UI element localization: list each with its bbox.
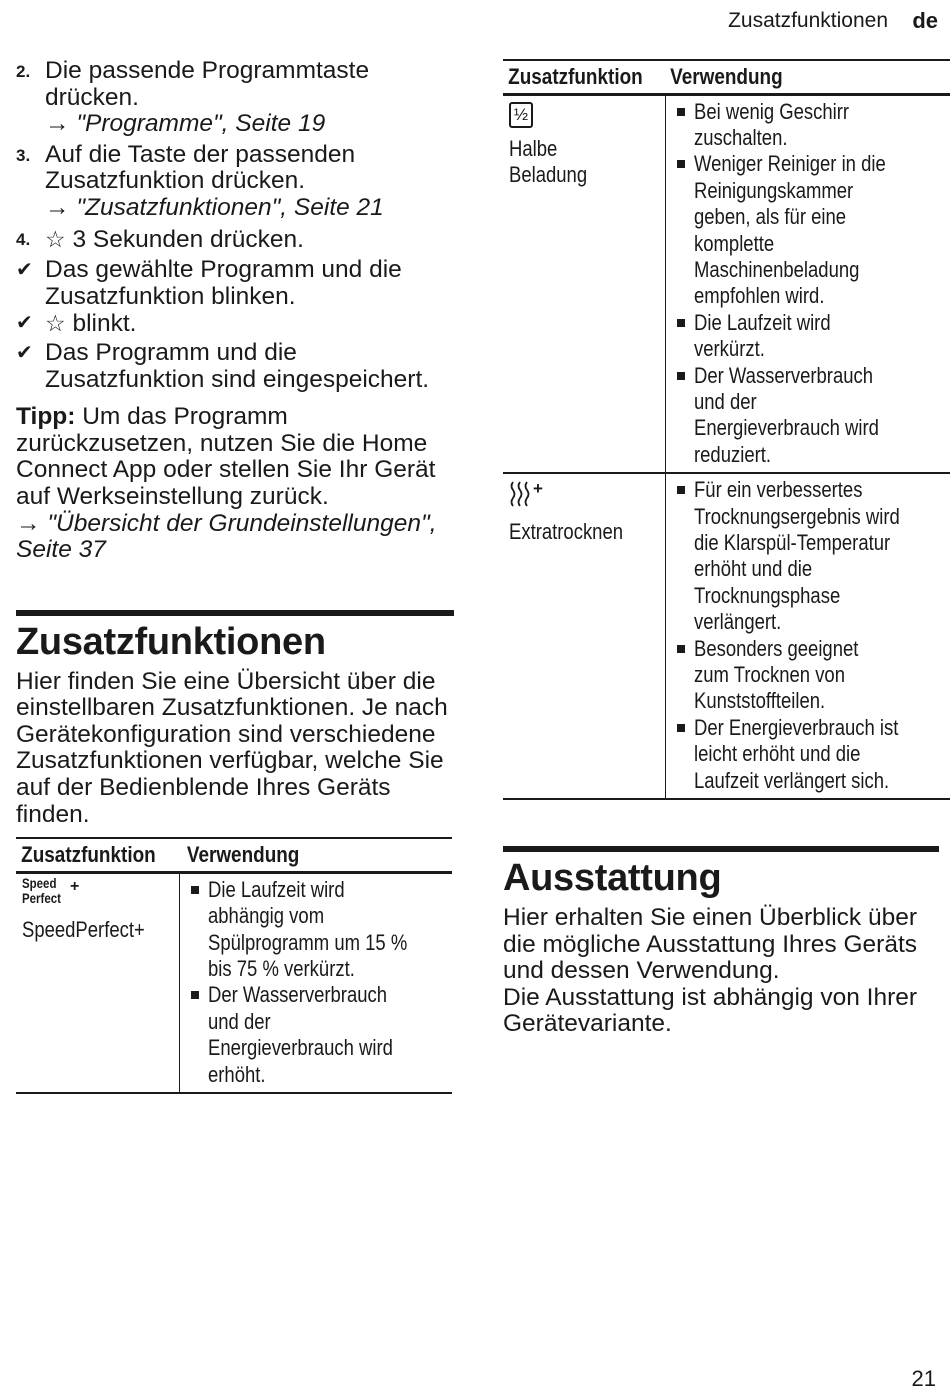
list-item-text: Die Laufzeit wird abhängig vom Spülprogramm um 15 % bis 75 % verkürzt. [208,876,408,981]
function-name: SpeedPerfect+ [22,916,145,942]
speed-perfect-icon-text: Speed [22,874,57,891]
step-number: 4. [16,229,31,249]
list-item-text: Der Wasserverbrauch und der Energieverbrauch wird erhöht. [208,982,393,1087]
function-name: Extratrocknen [509,519,624,545]
list-item [180,982,448,1088]
list-item [666,477,950,635]
list-item [666,99,950,152]
tip-text: Um das Programm zurückzusetzen, nutzen Sie die Home Connect App oder stellen Sie Ihr Gerät auf Werkseinstellung zurück. [16,403,436,510]
cross-reference-link[interactable] [45,111,454,138]
list-item [666,636,950,715]
tip-block [16,404,454,564]
function-cell [503,473,665,799]
result-3 [16,340,454,393]
usage-cell [665,473,950,799]
section-rule [16,610,454,616]
column-header-function: Zusatzfunktion [21,841,156,867]
list-item-text: Der Wasserverbrauch und der Energieverbrauch wird reduziert. [693,362,879,467]
section-title: Ausstattung [503,857,722,900]
result-text: Das gewählte Programm und die Zusatzfunktion blinken. [45,256,402,310]
cross-reference-text: "Programme", Seite 19 [76,110,326,138]
section-intro: Hier finden Sie eine Übersicht über die einstellbaren Zusatzfunktionen. Je nach Gerätekonfiguration sind verschiedene Zusatzfunktionen verfügbar, welche Sie auf der Bedienblende Ihres Geräts finden. [16,667,448,828]
list-item [666,310,950,363]
favourite-star-icon: ☆ [45,310,66,337]
list-item-text: Besonders geeignet zum Trocknen von Kunststoffteilen. [693,635,859,714]
step-text: Die passende Programmtaste drücken. [45,57,370,111]
page-number: 21 [911,1366,936,1391]
running-header-section: Zusatzfunktionen [728,9,888,32]
usage-cell [665,94,950,473]
additional-functions-table [503,59,950,800]
step-number: 2. [16,62,31,81]
table-header-row [503,60,950,94]
checkmark-icon: ✔ [16,341,33,364]
running-header-language: de [912,8,938,33]
column-header-usage: Verwendung [186,841,299,867]
list-item-text: Weniger Reiniger in die Reinigungskammer geben, als für eine komplette Maschinenbeladung empfohlen wird. [693,151,886,309]
column-header-function: Zusatzfunktion [508,63,643,89]
list-item-text: Der Energieverbrauch ist leicht erhöht und die Laufzeit verlängert sich. [693,714,899,793]
result-1 [16,257,454,310]
cross-reference-link[interactable] [16,511,454,564]
list-item [180,877,448,983]
speed-perfect-icon [22,874,92,909]
cross-reference-text: "Übersicht der Grundeinstellungen", Seite 37 [16,509,437,564]
left-column [16,58,454,1094]
result-text: Das Programm und die Zusatzfunktion sind eingespeichert. [45,338,430,393]
step-3 [16,142,454,222]
list-item [666,363,950,469]
arrow-right-icon: → [45,193,70,221]
list-item-text: Bei wenig Geschirr zuschalten. [693,98,850,150]
result-text: blinkt. [72,310,137,338]
step-number: 3. [16,145,31,165]
additional-functions-table [16,837,452,1094]
step-text: Auf die Taste der passenden Zusatzfunktion drücken. [45,140,356,195]
arrow-right-icon: → [45,110,70,138]
half-load-icon [509,102,533,128]
step-text: 3 Sekunden drücken. [72,225,304,253]
extra-dry-icon-plus: + [533,479,543,499]
list-item-text: Die Laufzeit wird verkürzt. [693,309,831,362]
step-4 [16,226,454,254]
extra-dry-icon [509,479,659,513]
favourite-star-icon: ☆ [45,225,66,252]
half-load-icon-text: ½ [513,104,529,124]
section-intro: Hier erhalten Sie einen Überblick über die mögliche Ausstattung Ihres Geräts und dessen Verwendung. [503,904,917,985]
usage-cell [180,872,453,1093]
speed-perfect-icon-text: Perfect [22,889,61,906]
table-row [503,473,950,799]
tip-label: Tipp: [16,403,76,431]
checkmark-icon: ✔ [16,259,33,282]
table-row [503,94,950,473]
list-item [666,151,950,309]
column-header-usage: Verwendung [670,63,784,89]
table-header-row [16,838,452,872]
section-rule [503,846,939,852]
list-item-text: Für ein verbessertes Trocknungsergebnis wird die Klarspül-Temperatur erhöht und die Trocknungsphase verlängert. [693,477,900,635]
cross-reference-text: "Zusatzfunktionen", Seite 21 [76,193,384,221]
right-column [503,59,939,1038]
cross-reference-link[interactable] [45,195,454,222]
checkmark-icon: ✔ [16,312,33,335]
function-cell [503,94,665,473]
function-cell [16,872,180,1093]
table-row [16,872,452,1093]
function-name: Halbe Beladung [509,135,588,187]
result-2 [16,310,454,338]
section-intro-2: Die Ausstattung ist abhängig von Ihrer Gerätevariante. [503,983,918,1038]
arrow-right-icon: → [16,509,41,537]
speed-perfect-icon-plus: + [70,877,80,895]
section-title: Zusatzfunktionen [16,620,326,663]
step-2 [16,58,454,138]
list-item [666,715,950,794]
